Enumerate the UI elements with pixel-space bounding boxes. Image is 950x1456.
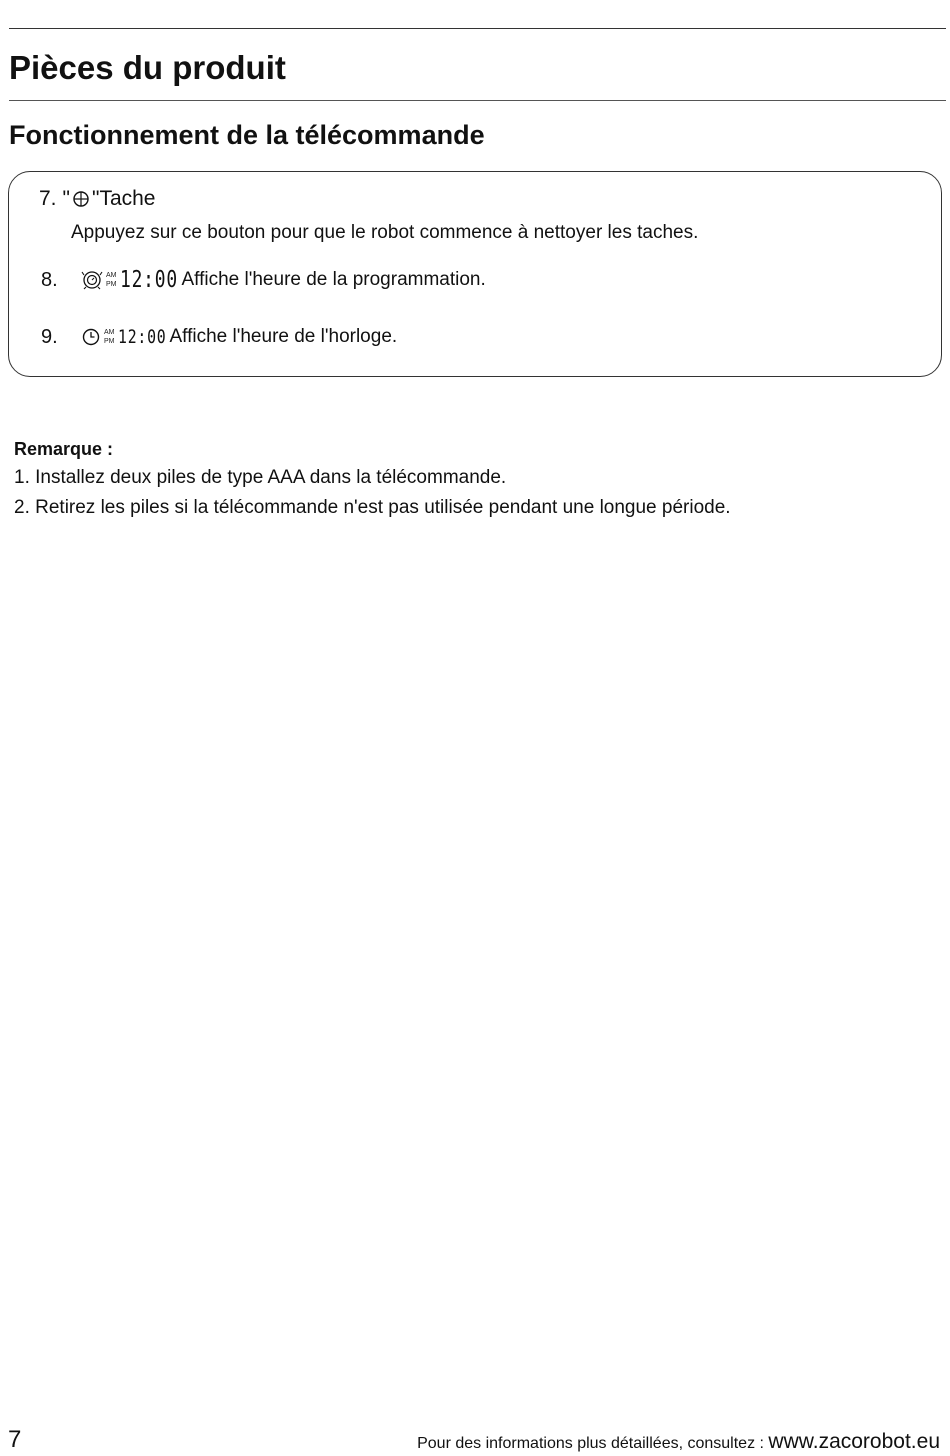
item-7-description: Appuyez sur ce bouton pour que le robot commence à nettoyer les taches. xyxy=(71,222,699,243)
item-9-time: 12:00 xyxy=(117,326,167,348)
title-rule xyxy=(9,100,946,101)
item-7-label: "Tache xyxy=(91,187,156,210)
section-title: Fonctionnement de la télécommande xyxy=(9,120,485,150)
remark-item: 1. Installez deux piles de type AAA dans la télécommande. xyxy=(14,467,507,488)
item-9-am: AM xyxy=(104,329,115,336)
item-9-ampm xyxy=(104,328,115,346)
item-8-am: AM xyxy=(106,272,117,279)
schedule-icon xyxy=(81,269,103,291)
footer-text: Pour des informations plus détaillées, consultez : xyxy=(417,1435,769,1452)
footer xyxy=(417,1430,940,1456)
remote-functions-box xyxy=(8,171,942,377)
item-7-number: 7. xyxy=(39,187,57,210)
item-8-pm: PM xyxy=(106,281,117,288)
item-7-quote: " xyxy=(62,187,70,210)
page-title: Pièces du produit xyxy=(9,49,286,86)
spot-clean-icon xyxy=(72,190,90,208)
item-8-time: 12:00 xyxy=(119,267,178,293)
item-9-row xyxy=(41,321,397,353)
item-7-heading xyxy=(39,184,155,214)
item-9-description: Affiche l'heure de l'horloge. xyxy=(169,326,398,347)
footer-website: www.zacorobot.eu xyxy=(768,1430,940,1453)
item-8-number: 8. xyxy=(41,268,58,291)
clock-icon xyxy=(81,327,101,347)
item-9-number: 9. xyxy=(41,325,58,348)
remark-item: 2. Retirez les piles si la télécommande n'est pas utilisée pendant une longue période. xyxy=(14,497,731,518)
item-8-ampm xyxy=(106,271,117,289)
item-8-description: Affiche l'heure de la programmation. xyxy=(181,269,486,290)
top-rule xyxy=(9,28,946,29)
item-9-pm: PM xyxy=(104,338,115,345)
remarks-title: Remarque : xyxy=(14,439,114,459)
item-8-row xyxy=(41,264,486,296)
page-number: 7 xyxy=(8,1426,22,1453)
